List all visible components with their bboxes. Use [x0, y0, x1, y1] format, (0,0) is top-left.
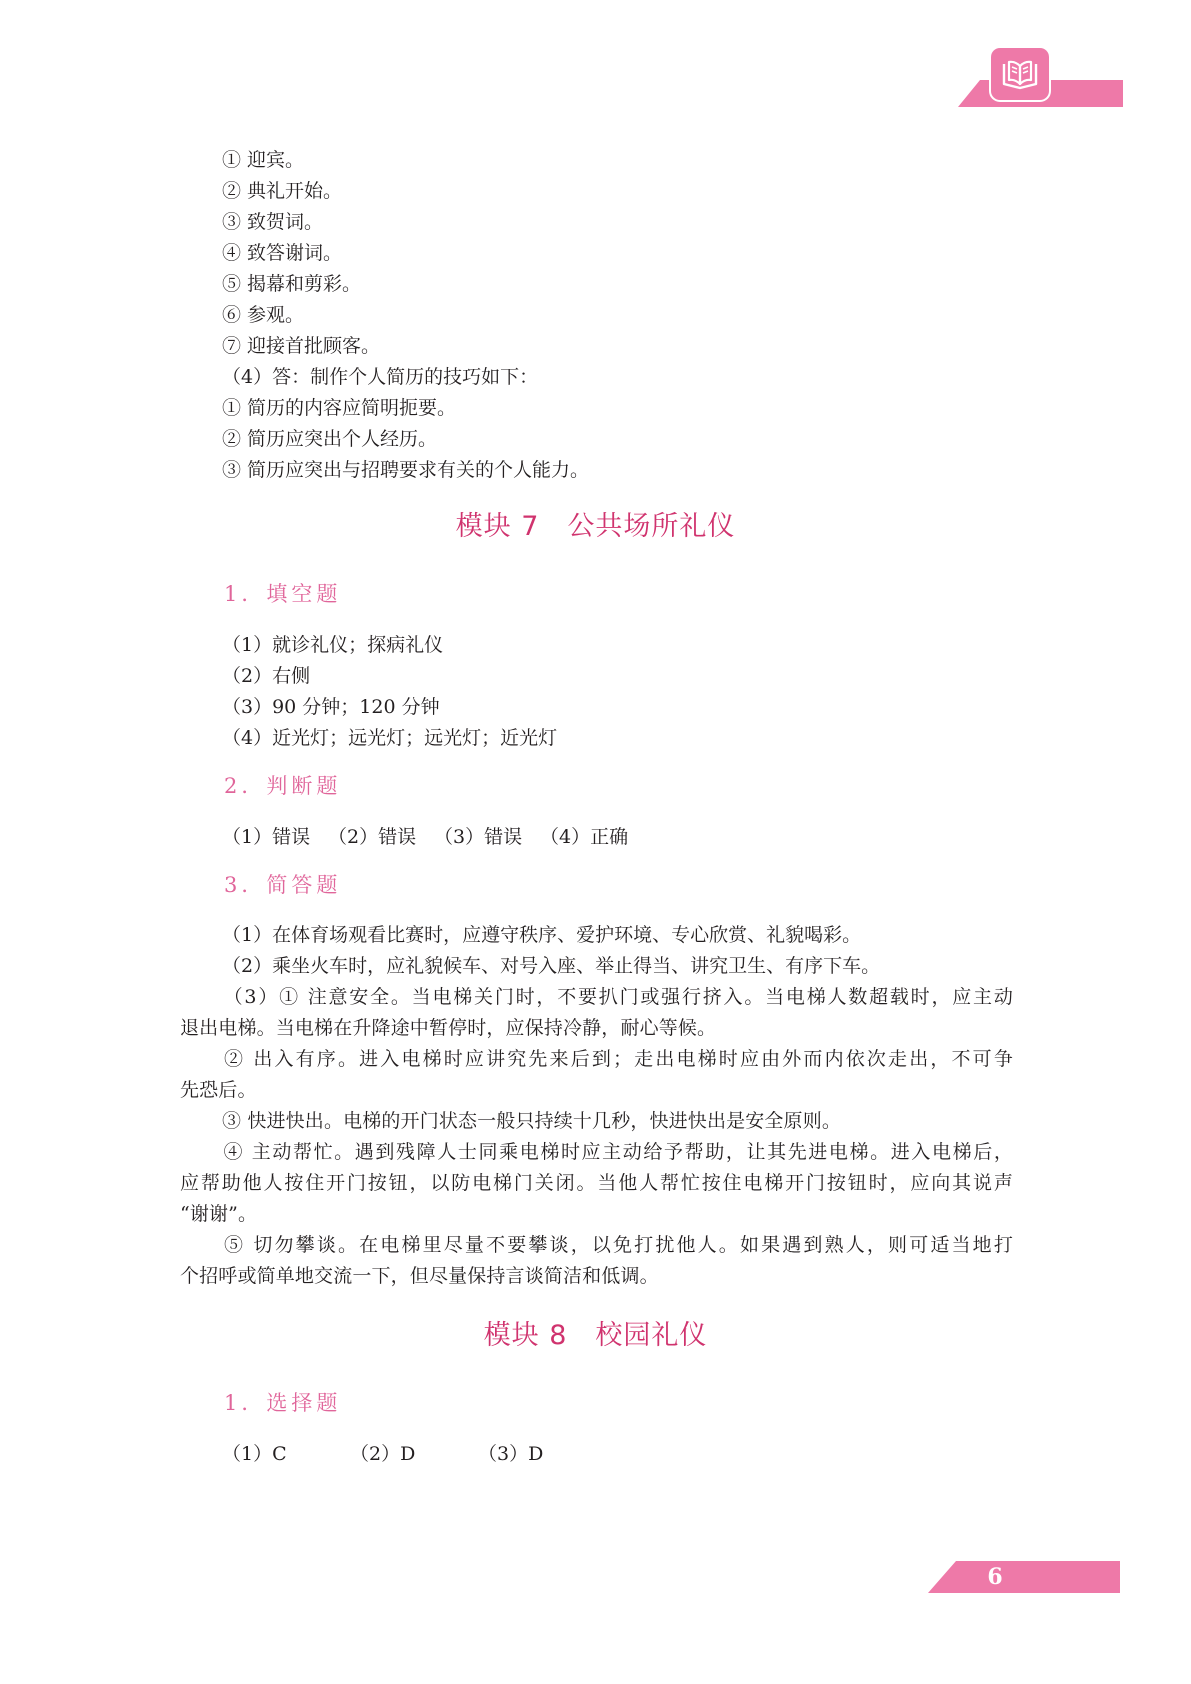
paragraph-line: 退出电梯。当电梯在升降途中暂停时，应保持冷静，耐心等候。	[180, 1017, 717, 1039]
paragraph-line: ⑤ 切勿攀谈。在电梯里尽量不要攀谈，以免打扰他人。如果遇到熟人，则可适当地打	[222, 1234, 1013, 1256]
module-7-title: 模块 7 公共场所礼仪	[455, 511, 736, 542]
paragraph-line: 应帮助他人按住开门按钮，以防电梯门关闭。当他人帮忙按住电梯开门按钮时，应向其说声	[180, 1172, 1013, 1194]
judge-answer: （3）错误	[434, 826, 523, 848]
paragraph-line: 先恐后。	[180, 1079, 257, 1101]
list-item: ⑤ 揭幕和剪彩。	[222, 273, 362, 295]
list-item: ④ 致答谢词。	[222, 242, 343, 264]
choice-answer: （1）C	[222, 1443, 287, 1465]
list-item: ① 迎宾。	[222, 149, 305, 171]
judge-answer: （2）错误	[328, 826, 417, 848]
open-book-icon	[1000, 56, 1040, 92]
short-answer-line: （1）在体育场观看比赛时，应遵守秩序、爱护环境、专心欣赏、礼貌喝彩。	[222, 924, 862, 946]
module-8-title: 模块 8 校园礼仪	[483, 1320, 708, 1351]
judge-answer: （1）错误	[222, 826, 311, 848]
paragraph-line: “谢谢”。	[180, 1203, 258, 1225]
answer-line: （2）右侧	[222, 665, 311, 687]
short-answer-line: （2）乘坐火车时，应礼貌候车、对号入座、举止得当、讲究卫生、有序下车。	[222, 955, 881, 977]
list-item: ② 典礼开始。	[222, 180, 343, 202]
answer-line: （1）就诊礼仪；探病礼仪	[222, 634, 444, 656]
multiple-choice-heading: 1．选择题	[224, 1391, 342, 1415]
list-item: ① 简历的内容应简明扼要。	[222, 397, 457, 419]
true-false-heading: 2．判断题	[224, 774, 342, 798]
paragraph-line: ② 出入有序。进入电梯时应讲究先来后到；走出电梯时应由外而内依次走出，不可争	[222, 1048, 1013, 1070]
list-item: （4）答：制作个人简历的技巧如下：	[222, 366, 539, 388]
paragraph-line: （3）① 注意安全。当电梯关门时，不要扒门或强行挤入。当电梯人数超载时，应主动	[222, 986, 1013, 1008]
list-item: ② 简历应突出个人经历。	[222, 428, 438, 450]
answer-line: （3）90 分钟；120 分钟	[222, 696, 440, 718]
choice-answer: （2）D	[350, 1443, 416, 1465]
list-item: ③ 致贺词。	[222, 211, 324, 233]
list-item: ⑦ 迎接首批顾客。	[222, 335, 381, 357]
fill-blank-heading: 1．填空题	[224, 582, 342, 606]
list-item: ③ 简历应突出与招聘要求有关的个人能力。	[222, 459, 590, 481]
paragraph-line: 个招呼或简单地交流一下，但尽量保持言谈简洁和低调。	[180, 1265, 659, 1287]
choice-answer: （3）D	[478, 1443, 544, 1465]
book-badge	[991, 48, 1049, 100]
short-answer-heading: 3．简答题	[224, 873, 342, 897]
paragraph-line: ③ 快进快出。电梯的开门状态一般只持续十几秒，快进快出是安全原则。	[222, 1110, 841, 1132]
page-number-tab	[928, 1561, 1120, 1593]
answer-line: （4）近光灯；远光灯；远光灯；近光灯	[222, 727, 558, 749]
judge-answer: （4）正确	[540, 826, 629, 848]
list-item: ⑥ 参观。	[222, 304, 305, 326]
paragraph-line: ④ 主动帮忙。遇到残障人士同乘电梯时应主动给予帮助，让其先进电梯。进入电梯后，	[222, 1141, 1013, 1163]
page-number: 6	[987, 1564, 1003, 1590]
